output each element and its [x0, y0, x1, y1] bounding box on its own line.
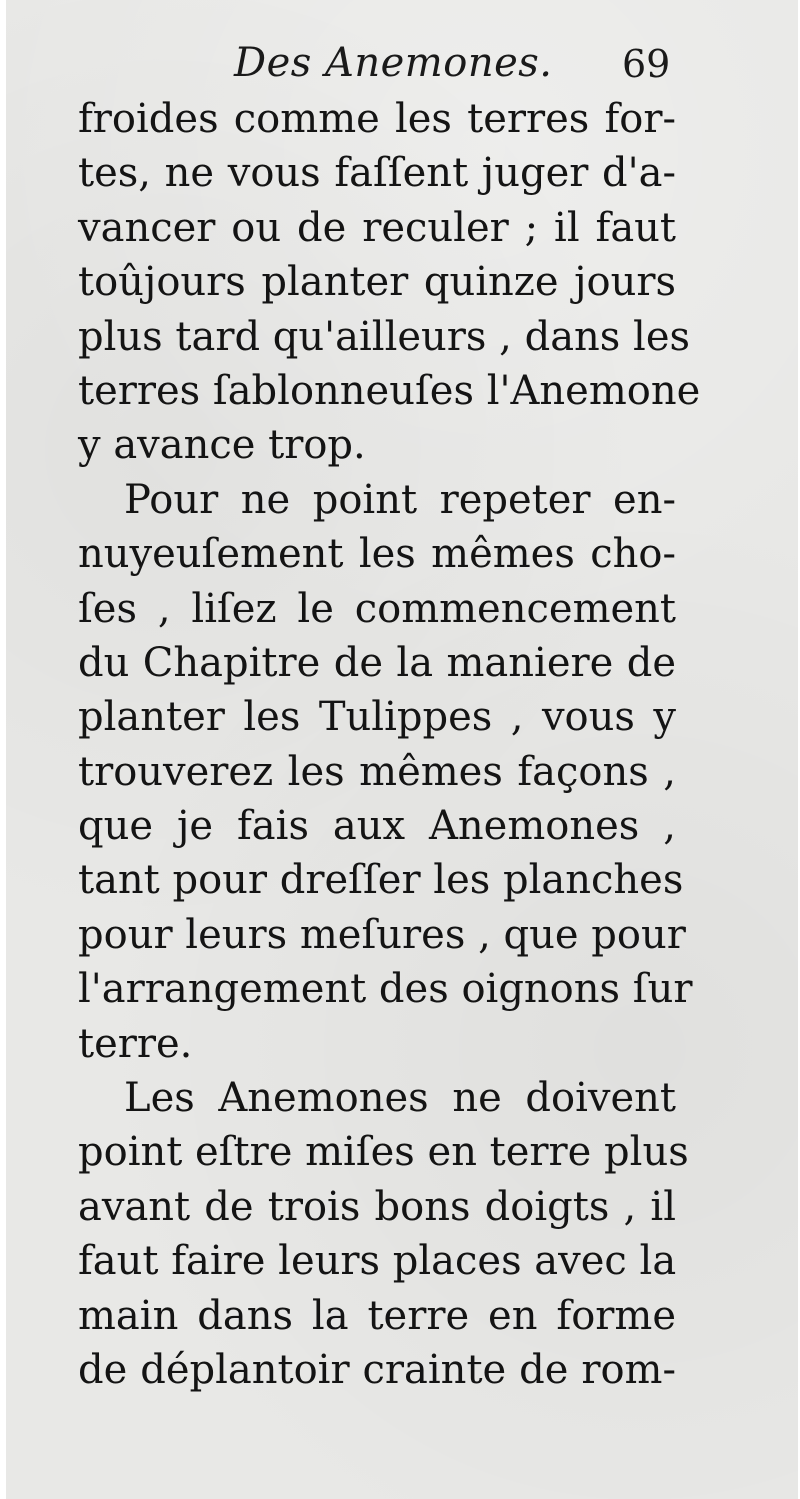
text-line: de déplantoir crainte de rom- — [78, 1346, 676, 1393]
text-line: pour leurs meſures , que pour — [78, 911, 686, 958]
book-page — [6, 0, 798, 1499]
paragraph-end-line: terre. — [78, 1020, 193, 1067]
text-line: vancer ou de reculer ; il faut — [78, 204, 676, 251]
text-line: point eſtre miſes en terre plus — [78, 1129, 689, 1176]
text-line: nuyeuſement les mêmes cho- — [78, 531, 676, 578]
paragraph-end-line: y avance trop. — [78, 422, 366, 469]
text-line: toûjours planter quinze jours — [78, 259, 676, 306]
text-line: planter les Tulippes , vous y — [78, 694, 676, 741]
paragraph-start-line: Les Anemones ne doivent — [124, 1075, 676, 1122]
text-line: trouverez les mêmes façons , — [78, 748, 676, 795]
text-line: plus tard qu'ailleurs , dans les — [78, 313, 691, 360]
body-text — [78, 92, 701, 1397]
text-line: tant pour dreſſer les planches — [78, 857, 684, 904]
text-line: ſes , liſez le commencement — [78, 585, 676, 632]
page-number: 69 — [622, 42, 671, 86]
paragraph-start-line: Pour ne point repeter en- — [124, 476, 676, 523]
text-line: l'arrangement des oignons ſur — [78, 966, 693, 1013]
text-line: avant de trois bons doigts , il — [78, 1183, 676, 1230]
text-line: main dans la terre en forme — [78, 1292, 676, 1339]
text-line: faut faire leurs places avec la — [78, 1238, 677, 1285]
page-header — [6, 40, 800, 100]
text-line: tes, ne vous faſſent juger d'a- — [78, 150, 676, 197]
running-head: Des Anemones. — [234, 40, 553, 86]
text-line: que je fais aux Anemones , — [78, 803, 676, 850]
text-line: du Chapitre de la maniere de — [78, 639, 676, 686]
text-line: froides comme les terres for- — [78, 96, 676, 142]
text-line: terres ſablonneuſes l'Anemone — [78, 367, 701, 414]
